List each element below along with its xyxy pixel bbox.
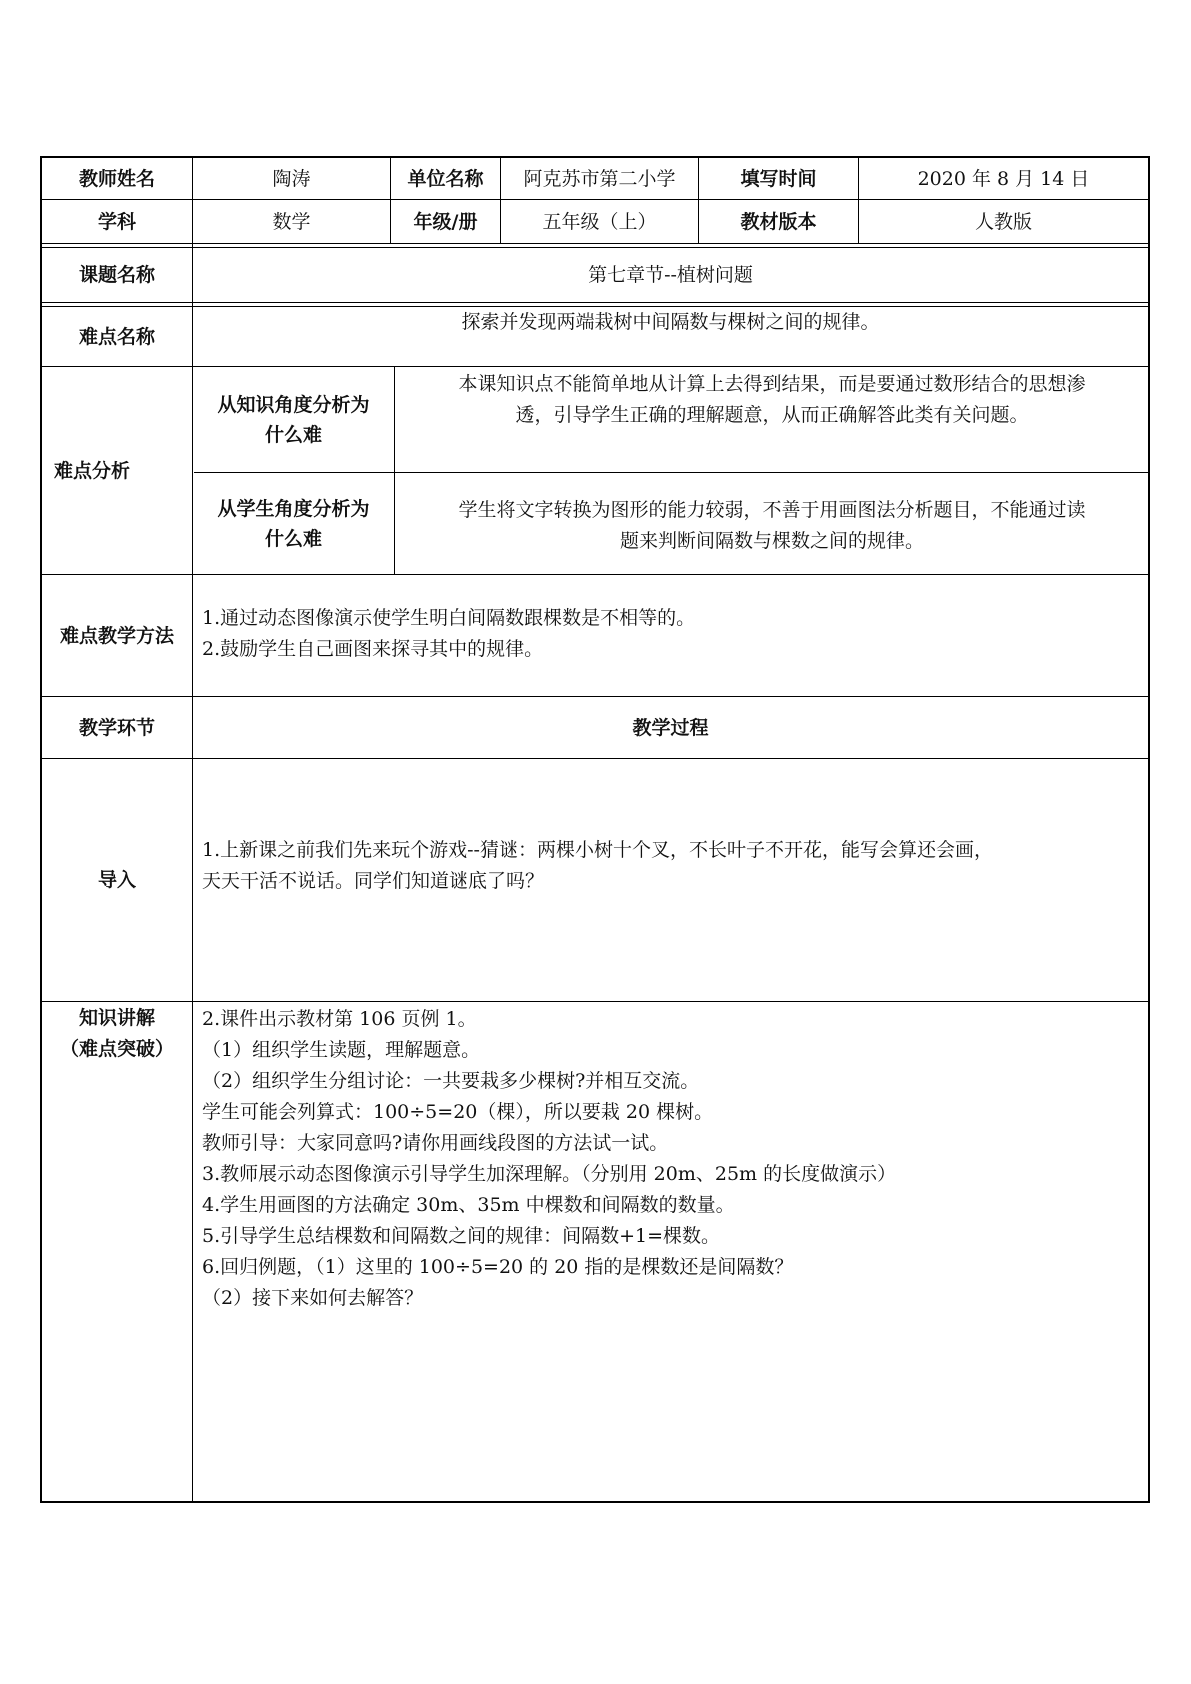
student-angle-label-line2: 什么难: [264, 527, 322, 550]
student-angle-text: [396, 495, 1148, 557]
knowledge-angle-text-line2: 透，引导学生正确的理解题意，从而正确解答此类有关问题。: [515, 404, 1029, 426]
explain-text: [202, 1004, 1142, 1314]
explain-line: 3.教师展示动态图像演示引导学生加深理解。（分别用 20m、25m 的长度做演示）: [202, 1163, 897, 1185]
teaching-stage-header: 教学环节: [78, 716, 155, 739]
fill-date-value: 2020 年 8 月 14 日: [917, 167, 1090, 190]
teaching-process-header: 教学过程: [632, 716, 709, 739]
row-divider: [41, 243, 1149, 244]
knowledge-angle-text-line1: 本课知识点不能简单地从计算上去得到结果，而是要通过数形结合的思想渗: [458, 373, 1086, 395]
fill-date-label: 填写时间: [740, 167, 817, 190]
knowledge-angle-text: [396, 369, 1148, 431]
subject-value: 数学: [272, 210, 311, 233]
column-divider: [192, 157, 193, 1502]
explain-line: 学生可能会列算式：100÷5=20（棵），所以要栽 20 棵树。: [202, 1101, 714, 1123]
explain-line: （2）接下来如何去解答？: [202, 1287, 424, 1309]
intro-line2: 天天干活不说话。同学们知道谜底了吗？: [202, 870, 545, 892]
explain-label: [42, 1003, 192, 1065]
grade-value: 五年级（上）: [542, 210, 657, 233]
teaching-method-line1: 1.通过动态图像演示使学生明白间隔数跟棵数是不相等的。: [202, 607, 696, 629]
intro-line1: 1.上新课之前我们先来玩个游戏--猜谜：两棵小树十个叉，不长叶子不开花，能写会算还会画，: [202, 839, 993, 861]
knowledge-angle-label-line2: 什么难: [264, 423, 322, 446]
student-angle-label-line1: 从学生角度分析为: [217, 497, 370, 520]
row-divider: [41, 1001, 1149, 1002]
table-right-border: [1148, 156, 1150, 1503]
teaching-method-text: [202, 603, 1142, 665]
edition-value: 人教版: [974, 210, 1032, 233]
difficulty-name-label: 难点名称: [78, 325, 155, 348]
topic-value: 第七章节--植树问题: [588, 264, 753, 286]
explain-label-line2: （难点突破）: [59, 1038, 174, 1060]
intro-label: 导入: [97, 869, 136, 891]
explain-line: 2.课件出示教材第 106 页例 1。: [202, 1008, 477, 1030]
knowledge-angle-label: [193, 367, 394, 472]
column-divider: [394, 366, 395, 574]
subject-label: 学科: [97, 210, 136, 233]
grade-label: 年级/册: [413, 210, 478, 233]
edition-label: 教材版本: [740, 210, 817, 233]
knowledge-angle-label-line1: 从知识角度分析为: [217, 393, 370, 416]
student-angle-text-line2: 题来判断间隔数与棵数之间的规律。: [619, 530, 924, 552]
student-angle-text-line1: 学生将文字转换为图形的能力较弱，不善于用画图法分析题目，不能通过读: [458, 499, 1086, 521]
explain-line: （2）组织学生分组讨论：一共要栽多少棵树?并相互交流。: [202, 1070, 700, 1092]
table-bottom-border: [40, 1501, 1150, 1503]
unit-name-label: 单位名称: [407, 167, 484, 190]
teaching-method-line2: 2.鼓励学生自己画图来探寻其中的规律。: [202, 638, 544, 660]
explain-line: （1）组织学生读题，理解题意。: [202, 1039, 481, 1061]
teacher-name-label: 教师姓名: [78, 167, 155, 190]
difficulty-analysis-label: 难点分析: [54, 459, 131, 482]
row-divider: [41, 758, 1149, 759]
teacher-name-value: 陶涛: [272, 167, 311, 190]
explain-line: 6.回归例题，（1）这里的 100÷5=20 的 20 指的是棵数还是间隔数？: [202, 1256, 794, 1278]
student-angle-label: [193, 473, 394, 574]
unit-name-value: 阿克苏市第二小学: [523, 167, 676, 190]
intro-text: [202, 835, 1142, 897]
difficulty-name-value: 探索并发现两端栽树中间隔数与棵树之间的规律。: [461, 311, 880, 333]
teaching-method-label: 难点教学方法: [59, 624, 174, 647]
row-divider: [41, 302, 1149, 303]
row-divider: [41, 574, 1149, 575]
explain-line: 4.学生用画图的方法确定 30m、35m 中棵数和间隔数的数量。: [202, 1194, 735, 1216]
explain-line: 5.引导学生总结棵数和间隔数之间的规律：间隔数+1=棵数。: [202, 1225, 721, 1247]
explain-line: 教师引导：大家同意吗?请你用画线段图的方法试一试。: [202, 1132, 669, 1154]
explain-label-line1: 知识讲解: [78, 1007, 155, 1029]
topic-label: 课题名称: [78, 264, 155, 286]
